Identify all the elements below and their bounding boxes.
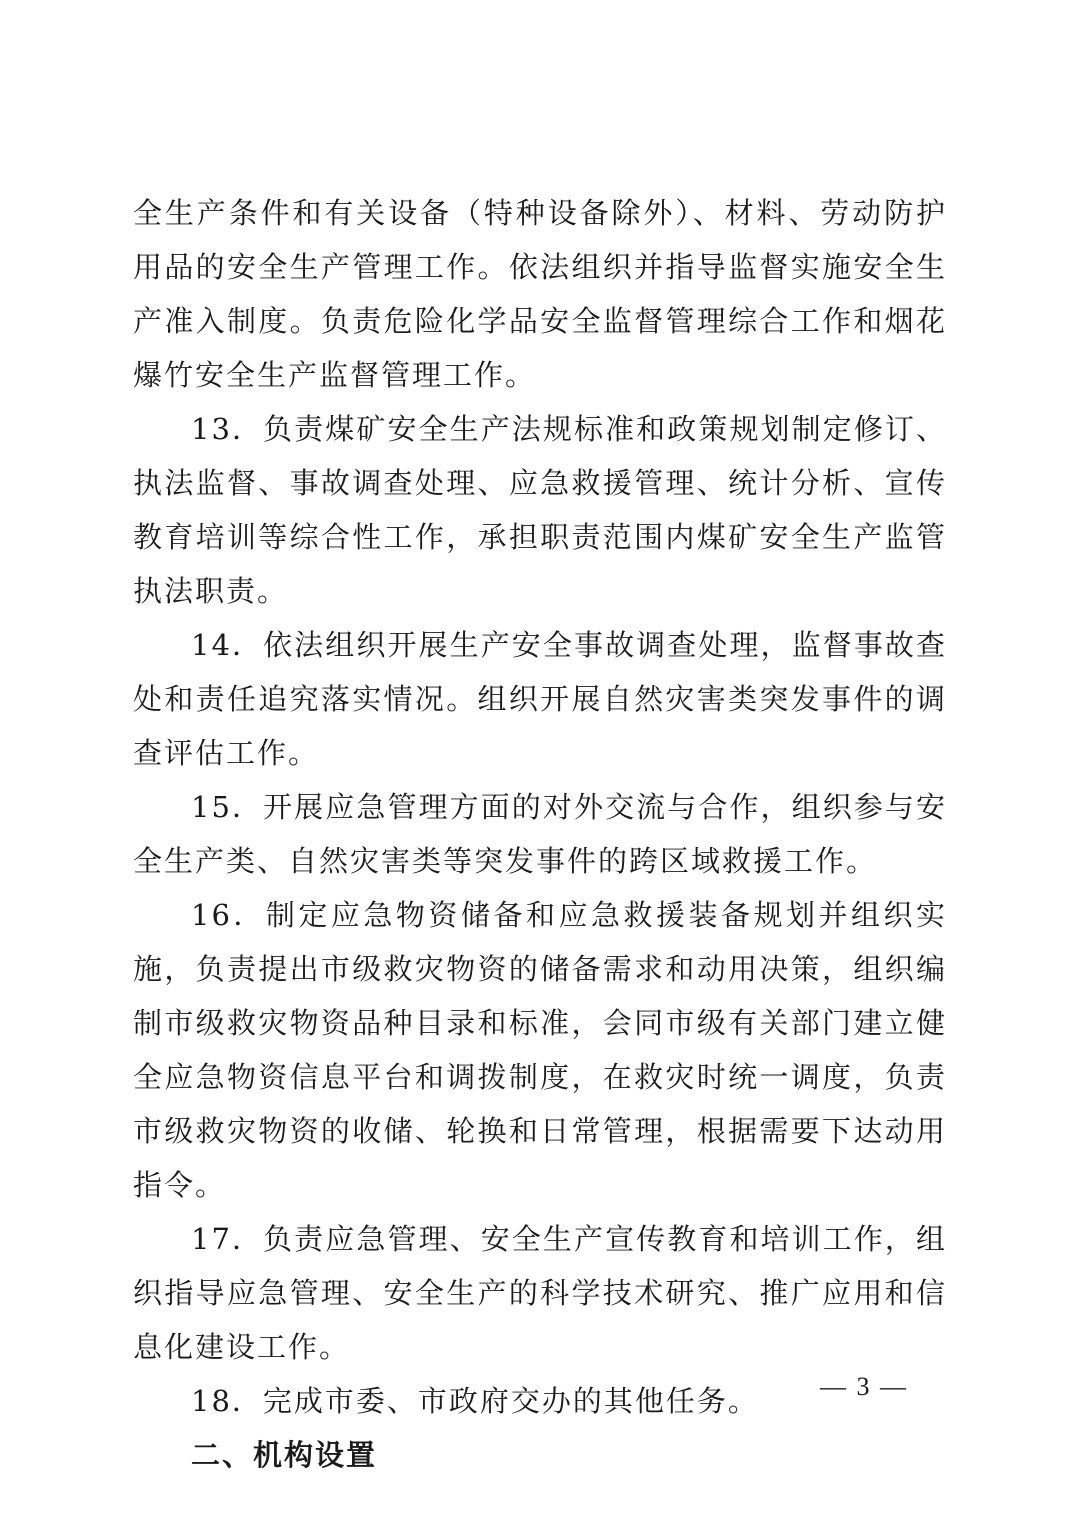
paragraph-item-15: 15．开展应急管理方面的对外交流与合作，组织参与安全生产类、自然灾害类等突发事件的跨区域救援工作。 xyxy=(133,790,947,878)
paragraph-item-18: 18．完成市委、市政府交办的其他任务。 xyxy=(191,1384,759,1418)
paragraph-item-13: 13．负责煤矿安全生产法规标准和政策规划制定修订、执法监督、事故调查处理、应急救援管理、统计分析、宣传教育培训等综合性工作，承担职责范围内煤矿安全生产监管执法职责。 xyxy=(133,412,947,608)
section-heading: 二、机构设置 xyxy=(191,1438,378,1472)
page-number: — 3 — xyxy=(820,1372,908,1401)
paragraph-item-16: 16．制定应急物资储备和应急救援装备规划并组织实施，负责提出市级救灾物资的储备需求和动用决策，组织编制市级救灾物资品种目录和标准，会同市级有关部门建立健全应急物资信息平台和调拨制度，在救灾时统一调度，负责市级救灾物资的收储、轮换和日常管理，根据需要下达动用指令。 xyxy=(133,898,947,1202)
paragraph-continuation: 全生产条件和有关设备（特种设备除外）、材料、劳动防护用品的安全生产管理工作。依法组织并指导监督实施安全生产准入制度。负责危险化学品安全监督管理综合工作和烟花爆竹安全生产监督管理工作。 xyxy=(133,196,947,392)
paragraph-item-17: 17．负责应急管理、安全生产宣传教育和培训工作，组织指导应急管理、安全生产的科学技术研究、推广应用和信息化建设工作。 xyxy=(133,1222,947,1364)
paragraph-item-14: 14．依法组织开展生产安全事故调查处理，监督事故查处和责任追究落实情况。组织开展自然灾害类突发事件的调查评估工作。 xyxy=(133,628,947,770)
body-text xyxy=(133,186,947,1482)
